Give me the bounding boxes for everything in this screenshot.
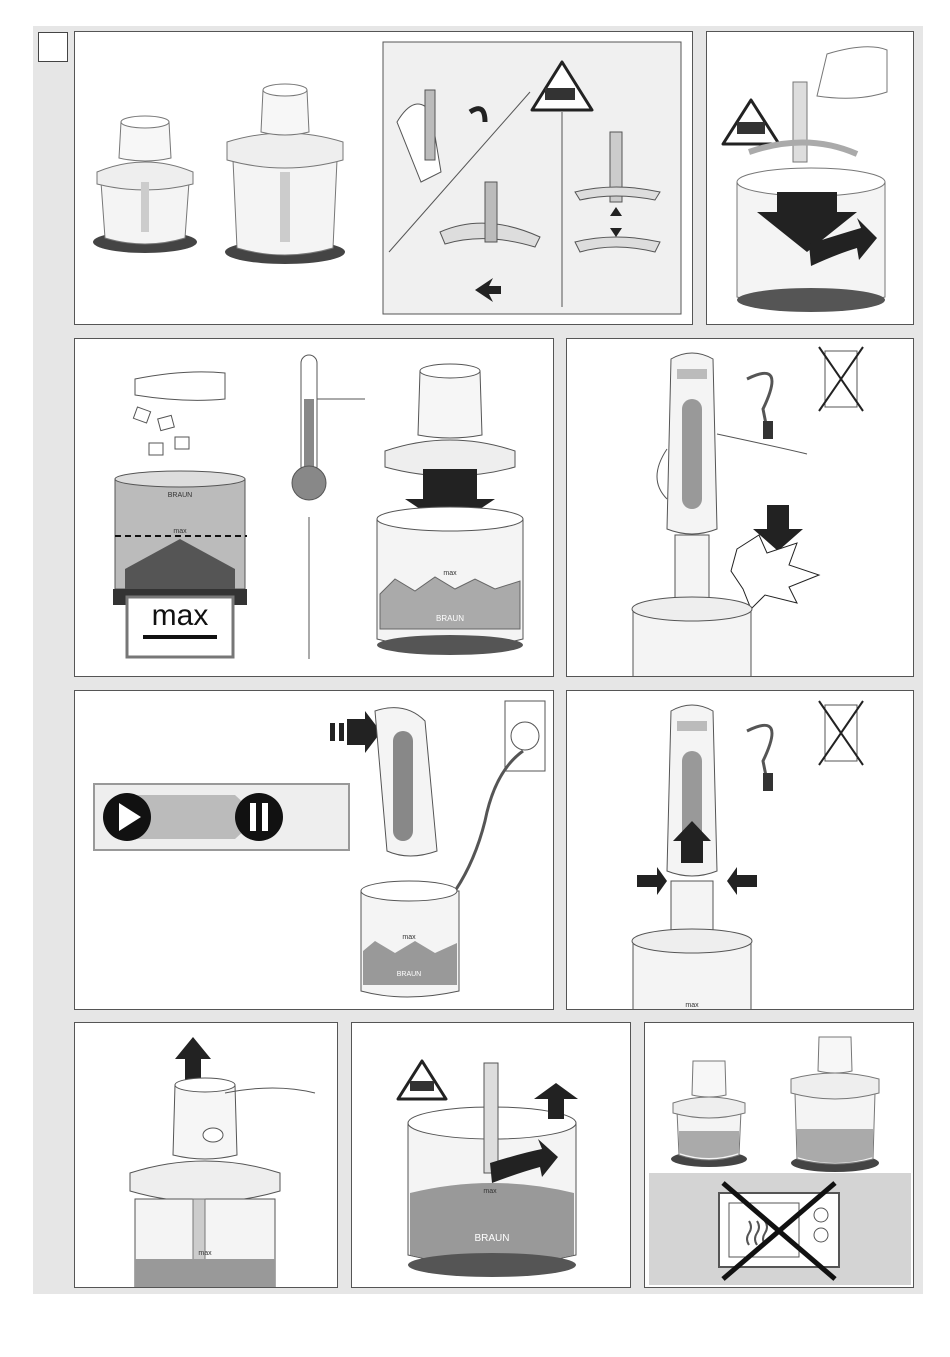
brand-logo: BRAUN <box>474 1233 510 1244</box>
arrow-icon <box>175 1037 211 1083</box>
brand-logo: BRAUN <box>167 492 193 499</box>
panel-fill-max <box>74 338 554 677</box>
no-water-icon <box>819 701 863 765</box>
play-icon <box>103 793 151 841</box>
panel-attach-motor <box>566 338 914 677</box>
panel-remove-blade <box>351 1022 631 1288</box>
panel-insert-blade <box>706 31 914 325</box>
max-mark-label: max <box>483 1188 497 1195</box>
choppers-illustration <box>75 32 693 325</box>
max-mark-label: max <box>198 1250 212 1257</box>
panel-remove-lid <box>74 1022 338 1288</box>
detach-motor-illustration <box>567 691 914 1010</box>
operate-illustration <box>75 691 554 1010</box>
max-mark-label: max <box>443 570 457 577</box>
insert-blade-illustration <box>707 32 914 325</box>
attach-motor-illustration <box>567 339 914 677</box>
no-water-icon <box>819 347 863 411</box>
panel-choppers-overview <box>74 31 693 325</box>
max-mark-label: max <box>402 934 416 941</box>
no-microwave-icon <box>719 1183 839 1279</box>
blade-warning-icon <box>723 100 779 144</box>
fill-max-illustration <box>75 339 554 677</box>
remove-blade-illustration <box>352 1023 631 1288</box>
pause-icon <box>235 793 283 841</box>
section-marker-box <box>38 32 68 62</box>
max-callout-label: max <box>151 599 209 632</box>
panel-detach-motor <box>566 690 914 1010</box>
arrow-icon <box>330 711 381 753</box>
max-mark-label: max <box>173 528 187 535</box>
panel-no-microwave <box>644 1022 914 1288</box>
thermometer-icon <box>292 355 326 500</box>
small-chopper <box>671 1061 747 1167</box>
blade-warning-icon <box>398 1061 446 1099</box>
max-mark-label: max <box>685 1002 699 1009</box>
large-chopper <box>225 84 345 264</box>
no-microwave-illustration <box>645 1023 914 1288</box>
remove-lid-illustration <box>75 1023 338 1288</box>
large-chopper <box>791 1037 879 1172</box>
brand-logo: BRAUN <box>396 971 422 978</box>
small-chopper <box>93 116 197 253</box>
brand-logo: BRAUN <box>435 614 465 623</box>
panel-operate <box>74 690 554 1010</box>
